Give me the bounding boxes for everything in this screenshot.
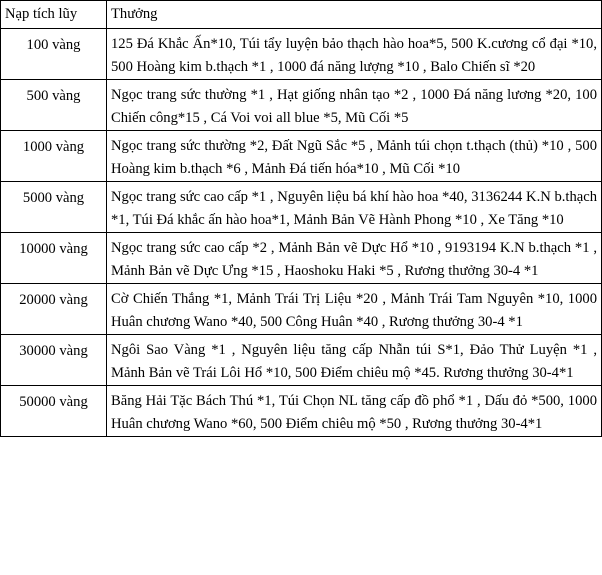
tier-cell: 1000 vàng [1, 131, 107, 182]
header-reward: Thưởng [107, 1, 602, 29]
tier-cell: 30000 vàng [1, 335, 107, 386]
tier-cell: 10000 vàng [1, 233, 107, 284]
reward-cell: Băng Hải Tặc Bách Thú *1, Túi Chọn NL tăng cấp đồ phổ *1 , Dấu đỏ *500, 1000 Huân chương Wano *60, 500 Điểm chiêu mộ *50 , Rương thưởng 30-4*1 [107, 386, 602, 437]
table-row [1, 335, 602, 386]
reward-cell: Cờ Chiến Thắng *1, Mảnh Trái Trị Liệu *20 , Mảnh Trái Tam Nguyên *10, 1000 Huân chương Wano *40, 500 Công Huân *40 , Rương thưởng 30-4 *1 [107, 284, 602, 335]
reward-cell: Ngọc trang sức thường *2, Đất Ngũ Sắc *5 , Mảnh túi chọn t.thạch (thủ) *10 , 500 Hoàng kim b.thạch *6 , Mảnh Đá tiến hóa*10 , Mũ Cối *10 [107, 131, 602, 182]
table-row [1, 131, 602, 182]
reward-cell: Ngọc trang sức cao cấp *2 , Mảnh Bản vẽ Dực Hổ *10 , 9193194 K.N b.thạch *1 , Mảnh Bản vẽ Dực Ưng *15 , Haoshoku Haki *5 , Rương thưởng 30-4 *1 [107, 233, 602, 284]
tier-cell: 500 vàng [1, 80, 107, 131]
table-row [1, 233, 602, 284]
table-row [1, 182, 602, 233]
header-tier: Nạp tích lũy [1, 1, 107, 29]
table-row [1, 284, 602, 335]
reward-cell: Ngôi Sao Vàng *1 , Nguyên liệu tăng cấp Nhẫn túi S*1, Đảo Thử Luyện *1 , Mảnh Bản vẽ Trái Lôi Hổ *10, 500 Điểm chiêu mộ *45. Rương thưởng 30-4*1 [107, 335, 602, 386]
table-row [1, 29, 602, 80]
table-header-row [1, 1, 602, 29]
tier-cell: 50000 vàng [1, 386, 107, 437]
reward-cell: Ngọc trang sức thường *1 , Hạt giống nhân tạo *2 , 1000 Đá năng lương *20, 100 Chiến công*15 , Cá Voi voi all blue *5, Mũ Cối *5 [107, 80, 602, 131]
reward-cell: 125 Đá Khắc Ấn*10, Túi tẩy luyện bảo thạch hào hoa*5, 500 K.cương cổ đại *10, 500 Hoàng kim b.thạch *1 , 1000 đá năng lượng *10 , Balo Chiến sĩ *20 [107, 29, 602, 80]
table-row [1, 386, 602, 437]
tier-cell: 100 vàng [1, 29, 107, 80]
reward-cell: Ngọc trang sức cao cấp *1 , Nguyên liệu bá khí hào hoa *40, 3136244 K.N b.thạch *1, Túi Đá khắc ấn hào hoa*1, Mảnh Bản Vẽ Hành Phong *10 , Xe Tăng *10 [107, 182, 602, 233]
table-row [1, 80, 602, 131]
tier-cell: 20000 vàng [1, 284, 107, 335]
tier-cell: 5000 vàng [1, 182, 107, 233]
